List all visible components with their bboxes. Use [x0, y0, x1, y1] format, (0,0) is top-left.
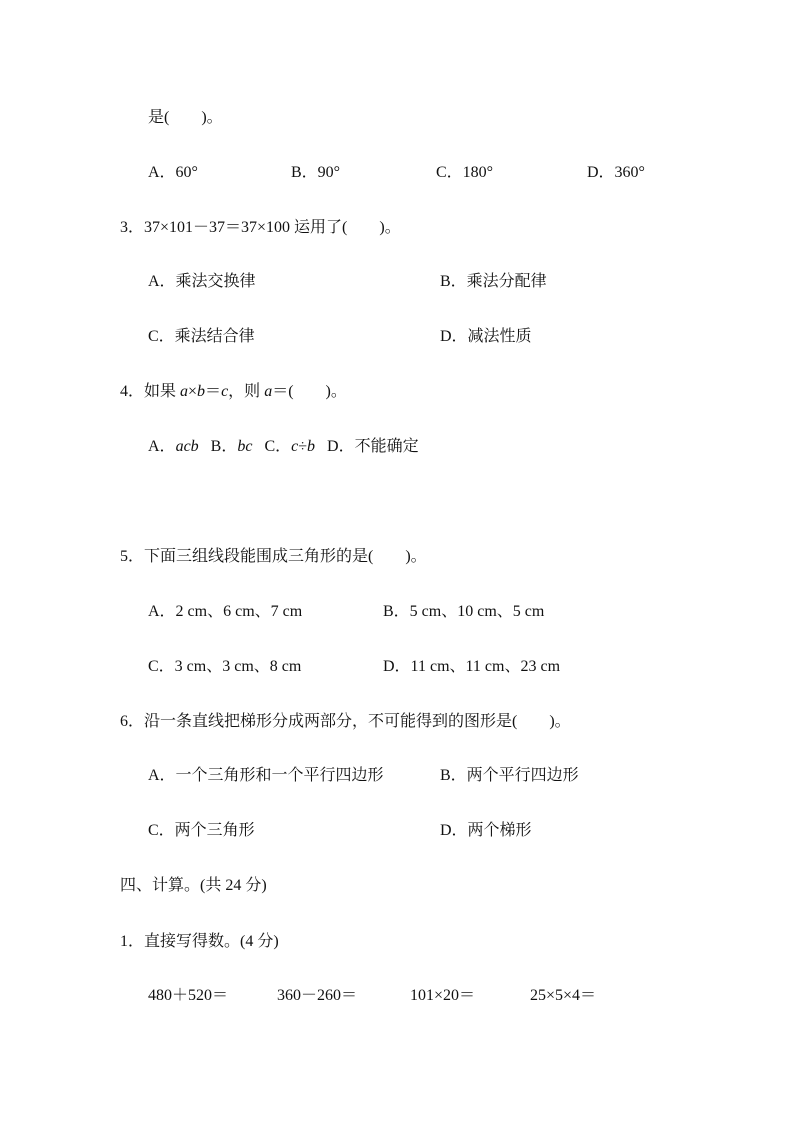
section-heading: 四、计算。(共 24 分) [120, 877, 267, 894]
q4-option-d: D．不能确定 [327, 438, 419, 455]
q5-option-c: C．3 cm、3 cm、8 cm [148, 658, 302, 675]
q4-stem: 4．如果 a×b＝c，则 a＝( )。 [120, 383, 347, 400]
q4-option-a: A．acb [148, 438, 199, 455]
q2-option-c: C．180° [436, 164, 494, 181]
calc-expression-2: 360－260＝ [277, 987, 358, 1004]
q6-option-a: A．一个三角形和一个平行四边形 [148, 767, 384, 784]
q3-option-c: C．乘法结合律 [148, 328, 255, 345]
q2-option-a: A．60° [148, 164, 198, 181]
q3-option-b: B．乘法分配律 [440, 273, 547, 290]
q6-option-d: D．两个梯形 [440, 822, 532, 839]
q4-options [148, 437, 419, 457]
q4-option-b: B．bc [210, 438, 253, 455]
q6-option-c: C．两个三角形 [148, 822, 255, 839]
q5-stem: 5．下面三组线段能围成三角形的是( )。 [120, 548, 427, 565]
q3-option-a: A．乘法交换律 [148, 273, 256, 290]
q3-option-d: D．减法性质 [440, 328, 532, 345]
q5-option-a: A．2 cm、6 cm、7 cm [148, 603, 303, 620]
q3-stem: 3．37×101－37＝37×100 运用了( )。 [120, 219, 401, 236]
q6-stem: 6．沿一条直线把梯形分成两部分，不可能得到的图形是( )。 [120, 713, 571, 730]
q5-option-d: D．11 cm、11 cm、23 cm [383, 658, 561, 675]
q5-option-b: B．5 cm、10 cm、5 cm [383, 603, 545, 620]
q2-option-d: D．360° [587, 164, 645, 181]
calc-expression-4: 25×5×4＝ [530, 987, 597, 1004]
q6-option-b: B．两个平行四边形 [440, 767, 579, 784]
q2-option-b: B．90° [291, 164, 341, 181]
q4-option-c: C．c÷b [264, 438, 316, 455]
subquestion-title: 1．直接写得数。(4 分) [120, 933, 279, 950]
calc-expression-1: 480＋520＝ [148, 987, 229, 1004]
calc-expression-3: 101×20＝ [410, 987, 476, 1004]
question-continuation: 是( )。 [148, 109, 223, 126]
